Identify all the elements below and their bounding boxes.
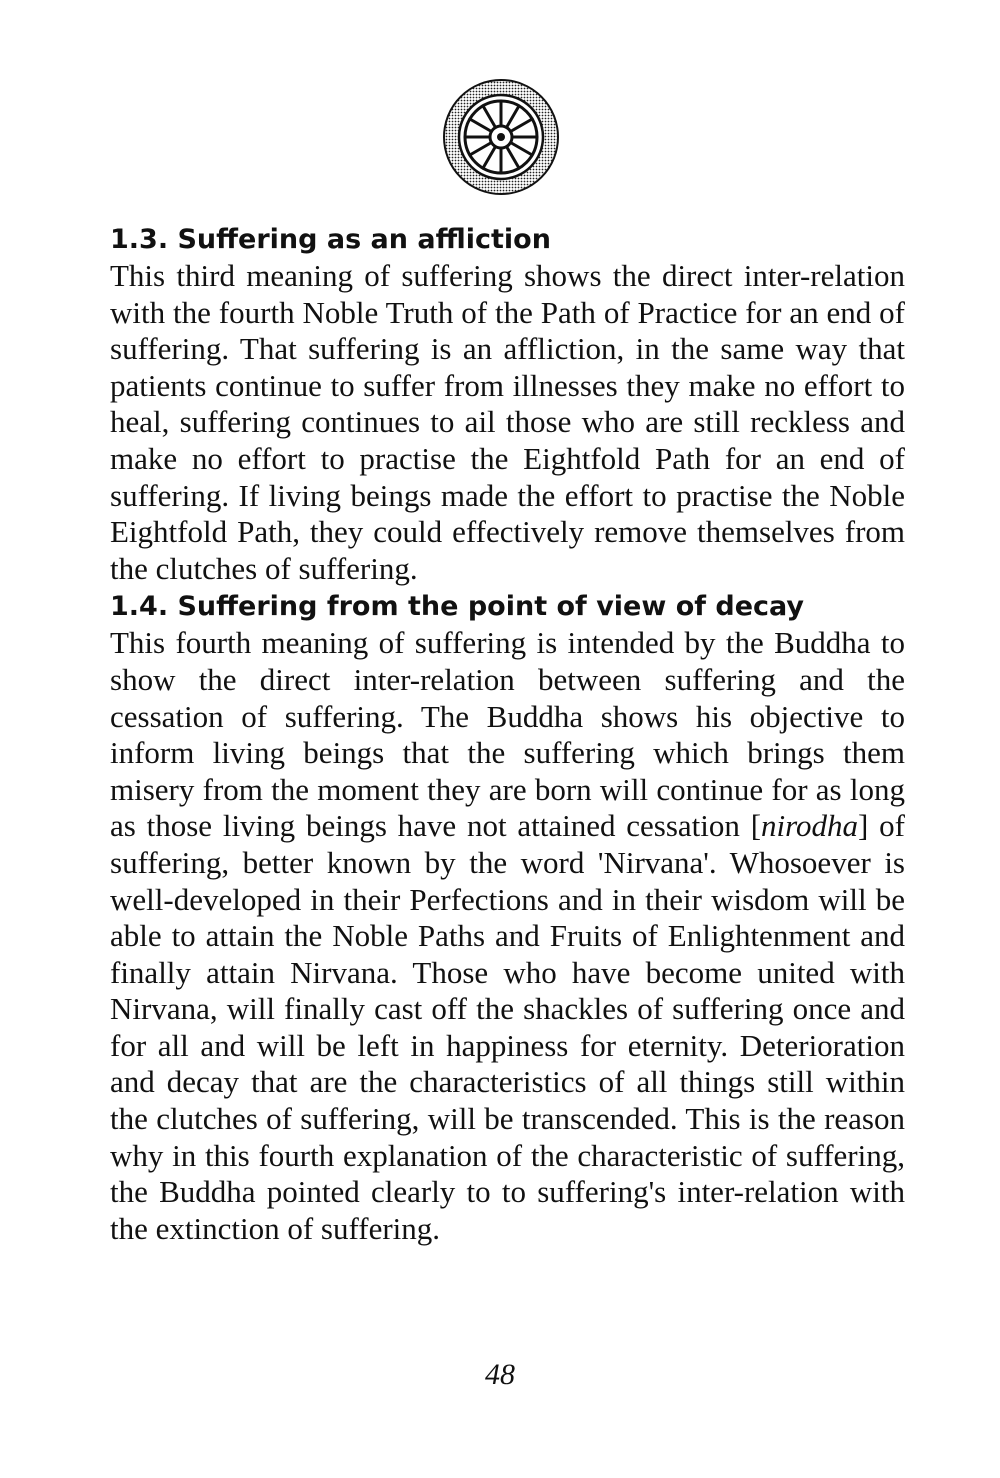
body-text-part-2: ] of suffering, better known by the word 'Nirvana'. Whosoever is well-developed in their Perfections and in their wisdom will be able to attain the Noble Paths and Fruits of Enlightenment and finally attain Nirvana. Those who have become united with Nirvana, will finally cast off the shackles of suffering once and for all and will be left in happiness for eternity. Deterioration and decay that are the characteristics of all things still within the clutches of suffering, will be transcended. This is the reason why in this fourth explanation of the characteristic of suffering, the Buddha pointed clearly to to suffering's inter-relation with the extinction of suffering. xyxy=(110,808,905,1246)
section-body-1-3: This third meaning of suffering shows the direct inter-relation with the fourth Noble Truth of the Path of Practice for an end of suffering. That suffering is an affliction, in the same way that patients continue to suffer from illnesses they make no effort to heal, suffering continues to ail those who are still reckless and make no effort to practise the Eightfold Path for an end of suffering. If living beings made the effort to practise the Noble Eightfold Path, they could effectively remove themselves from the clutches of suffering. xyxy=(110,258,905,586)
section-heading-1-4: 1.4. Suffering from the point of view of decay xyxy=(110,591,805,623)
section-body-1-4 xyxy=(110,625,905,1247)
page-content xyxy=(110,222,905,1247)
page-number: 48 xyxy=(485,1358,515,1391)
body-text-part-1: This fourth meaning of suffering is intended by the Buddha to show the direct inter-relation between suffering and the cessation of suffering. The Buddha shows his objective to inform living beings that the suffering which brings them misery from the moment they are born will continue for as long as those living beings have not attained cessation [ xyxy=(110,625,905,844)
section-heading-1-3: 1.3. Suffering as an affliction xyxy=(110,224,551,255)
dharma-wheel-icon xyxy=(442,78,560,196)
pali-term: nirodha xyxy=(761,808,859,844)
